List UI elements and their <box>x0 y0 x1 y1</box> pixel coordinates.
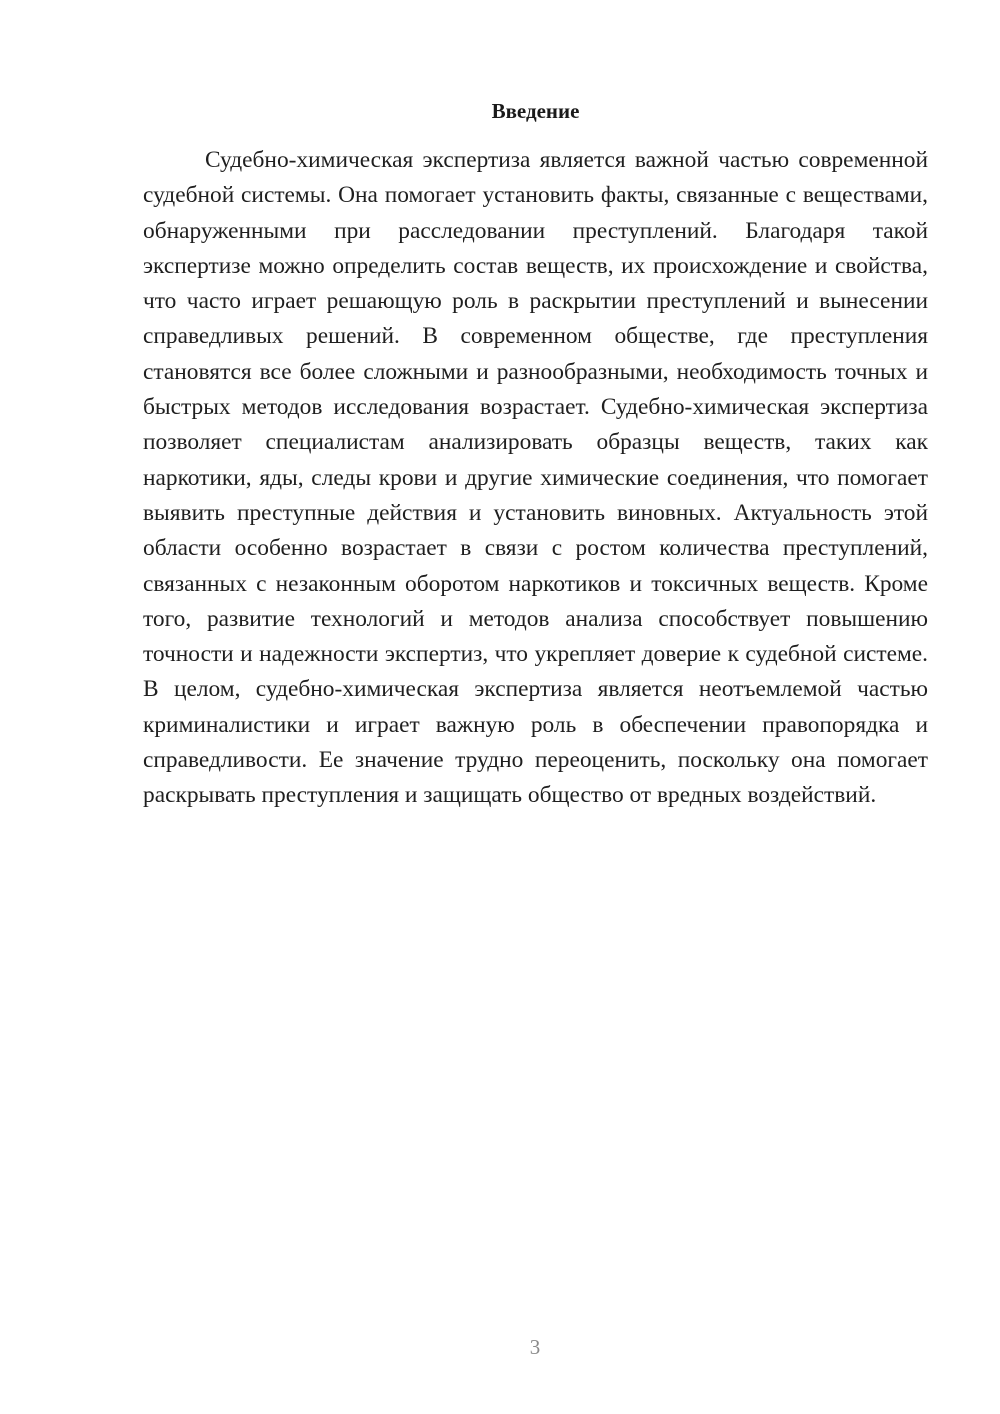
section-heading: Введение <box>491 99 580 123</box>
body-paragraph: Судебно-химическая экспертиза является важной частью современной судебной системы. Она помогает установить факты, связанные с веществами, обнаруженными при расследовании преступлений. Благодаря такой экспертизе можно определить состав веществ, их происхождение и свойства, что часто играет решающую роль в раскрытии преступлений и вынесении справедливых решений. В современном обществе, где преступления становятся все более сложными и разнообразными, необходимость точных и быстрых методов исследования возрастает. Судебно-химическая экспертиза позволяет специалистам анализировать образцы веществ, таких как наркотики, яды, следы крови и другие химические соединения, что помогает выявить преступные действия и установить виновных. Актуальность этой области особенно возрастает в связи с ростом количества преступлений, связанных с незаконным оборотом наркотиков и токсичных веществ. Кроме того, развитие технологий и методов анализа способствует повышению точности и надежности экспертиз, что укрепляет доверие к судебной системе. В целом, судебно-химическая экспертиза является неотъемлемой частью криминалистики и играет важную роль в обеспечении правопорядка и справедливости. Ее значение трудно переоценить, поскольку она помогает раскрывать преступления и защищать общество от вредных воздействий. <box>143 147 928 809</box>
page-number: 3 <box>529 1335 541 1359</box>
